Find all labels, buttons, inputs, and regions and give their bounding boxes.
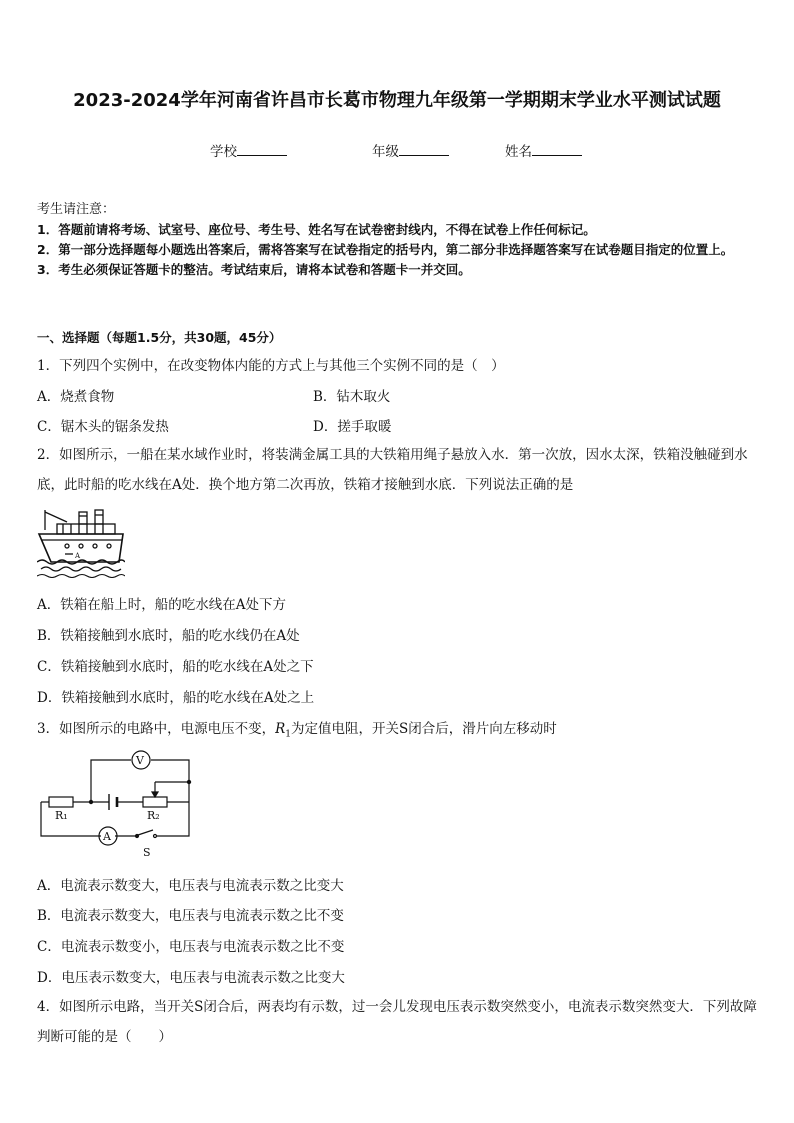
- grade-field: [372, 140, 449, 160]
- q3-option-d: D．电压表示数变大，电压表与电流表示数之比变大: [37, 970, 345, 986]
- school-label: 学校: [210, 144, 237, 160]
- q1-stem: 1．下列四个实例中，在改变物体内能的方式上与其他三个实例不同的是（ ）: [37, 358, 505, 374]
- ship-figure: [37, 506, 125, 578]
- r1-label: R₁: [55, 809, 68, 822]
- r1-subscript: 1: [285, 729, 291, 740]
- voltmeter-label: V: [136, 754, 144, 767]
- q2-option-c: C．铁箱接触到水底时，船的吃水线在A处之下: [37, 659, 314, 675]
- q2-option-b: B．铁箱接触到水底时，船的吃水线仍在A处: [37, 628, 300, 644]
- switch-label: S: [143, 846, 151, 859]
- notice-heading: 考生请注意：: [37, 202, 116, 217]
- grade-blank: [399, 143, 449, 156]
- q3-stem: [37, 717, 557, 740]
- q3-option-a: A．电流表示数变大，电压表与电流表示数之比变大: [37, 878, 344, 894]
- ammeter-label: A: [103, 830, 111, 843]
- q1-option-a: A．烧煮食物: [37, 389, 115, 405]
- q3-option-c: C．电流表示数变小，电压表与电流表示数之比不变: [37, 939, 345, 955]
- q1-option-c: C．锯木头的锯条发热: [37, 419, 169, 435]
- name-field: [505, 140, 582, 160]
- notice-item: 3．考生必须保证答题卡的整洁。考试结束后，请将本试卷和答题卡一并交回。: [37, 262, 471, 277]
- school-blank: [237, 143, 287, 156]
- notice-item: 2．第一部分选择题每小题选出答案后，需将答案写在试卷指定的括号内，第二部分非选择题答案写在试卷题目指定的位置上。: [37, 242, 734, 257]
- name-blank: [532, 143, 582, 156]
- circuit-figure: [37, 748, 202, 863]
- q2-stem: 2．如图所示，一船在某水域作业时，将装满金属工具的大铁箱用绳子悬放入水．第一次放，因水太深，铁箱没触碰到水底，此时船的吃水线在A处．换个地方第二次再放，铁箱才接触到水底．下列说法正确的是: [37, 447, 748, 493]
- notice-item: 1．答题前请将考场、试室号、座位号、考生号、姓名写在试卷密封线内，不得在试卷上作任何标记。: [37, 222, 596, 237]
- r2-rheostat: [143, 797, 167, 807]
- school-field: [210, 140, 287, 160]
- r1-resistor: [49, 797, 73, 807]
- section-heading: 一、选择题（每题1.5分，共30题，45分）: [37, 330, 282, 345]
- grade-label: 年级: [372, 144, 399, 160]
- r1-symbol: R: [275, 721, 286, 737]
- page-title: 2023-2024学年河南省许昌市长葛市物理九年级第一学期期末学业水平测试试题: [73, 90, 721, 111]
- q2-option-d: D．铁箱接触到水底时，船的吃水线在A处之上: [37, 690, 315, 706]
- r2-label: R₂: [147, 809, 160, 822]
- q3-stem-pre: 3．如图所示的电路中，电源电压不变，: [37, 721, 276, 737]
- q3-stem-post: 为定值电阻，开关S闭合后，滑片向左移动时: [291, 721, 557, 737]
- notice-block: [37, 200, 762, 280]
- q1-option-d: D．搓手取暖: [313, 419, 392, 435]
- name-label: 姓名: [505, 144, 532, 160]
- waterline-label: A: [75, 552, 81, 560]
- q3-option-b: B．电流表示数变大，电压表与电流表示数之比不变: [37, 908, 344, 924]
- q1-option-b: B．钻木取火: [313, 389, 391, 405]
- q4-stem: 4．如图所示电路，当开关S闭合后，两表均有示数，过一会儿发现电压表示数突然变小，电流表示数突然变大．下列故障判断可能的是（ ）: [37, 999, 757, 1045]
- q2-option-a: A．铁箱在船上时，船的吃水线在A处下方: [37, 597, 286, 613]
